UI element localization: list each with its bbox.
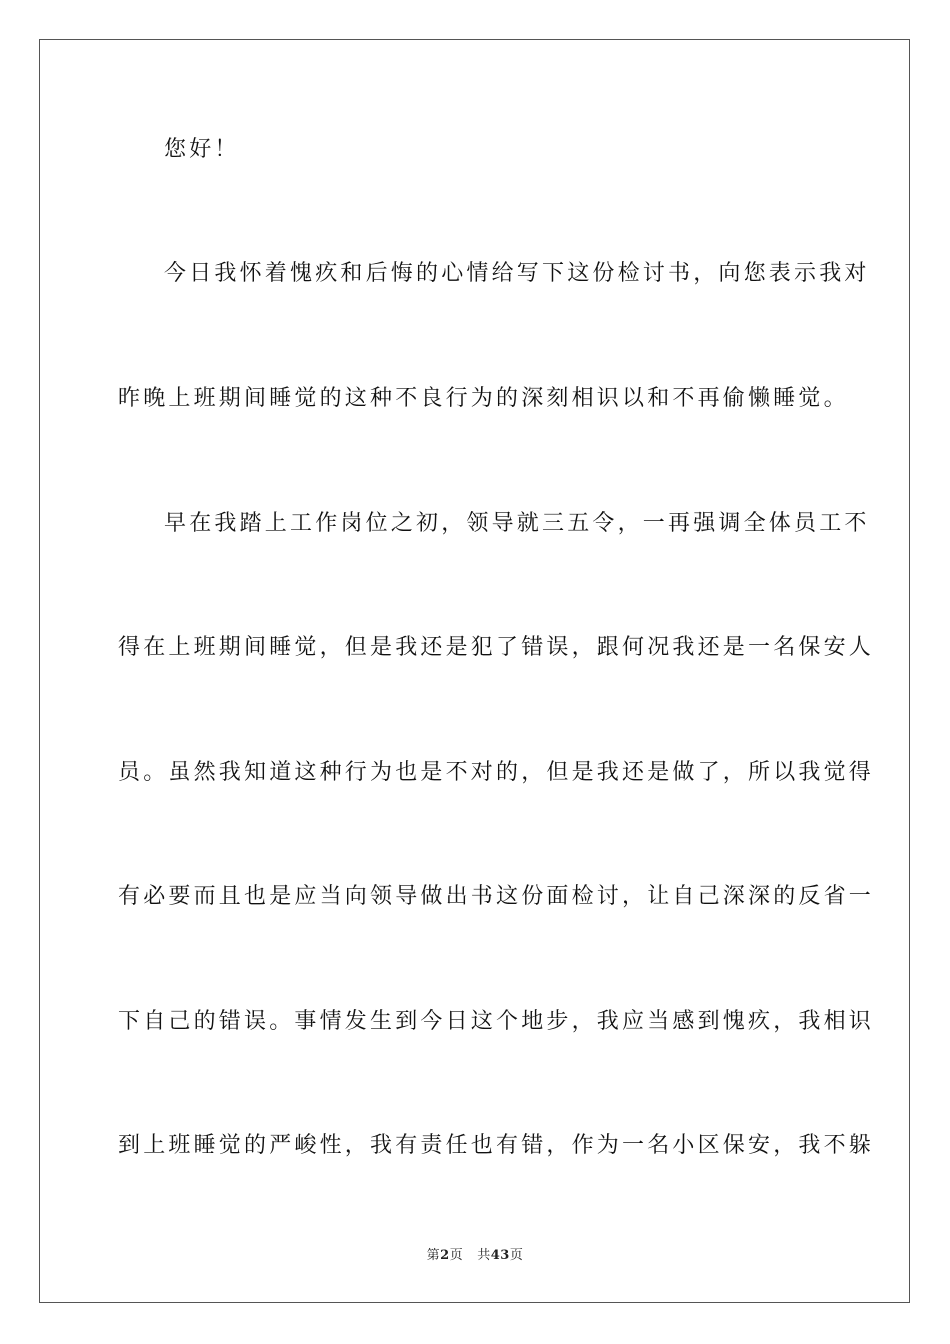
paragraph-2-line-6: 到上班睡觉的严峻性，我有责任也有错，作为一名小区保安，我不躲: [118, 1133, 875, 1158]
current-page-number: 2: [440, 1248, 450, 1263]
paragraph-1-line-2: 昨晚上班期间睡觉的这种不良行为的深刻相识以和不再偷懒睡觉。: [118, 386, 849, 411]
paragraph-2-line-5: 下自己的错误。事情发生到今日这个地步，我应当感到愧疚，我相识: [118, 1009, 875, 1034]
page-border: [39, 39, 910, 1303]
paragraph-2-line-3: 员。虽然我知道这种行为也是不对的，但是我还是做了，所以我觉得: [118, 760, 875, 785]
total-page-number: 43: [490, 1248, 510, 1263]
page-prefix: 第: [426, 1248, 441, 1263]
paragraph-2-line-1: 早在我踏上工作岗位之初，领导就三五令，一再强调全体员工不: [164, 511, 870, 536]
page-footer: [0, 1247, 950, 1265]
total-prefix: 共: [477, 1248, 491, 1263]
total-suffix: 页: [509, 1248, 524, 1263]
paragraph-2-line-2: 得在上班期间睡觉，但是我还是犯了错误，跟何况我还是一名保安人: [118, 635, 875, 660]
page-suffix: 页: [449, 1248, 464, 1263]
paragraph-1-line-1: 今日我怀着愧疚和后悔的心情给写下这份检讨书，向您表示我对: [164, 261, 870, 286]
salutation-line: 您好！: [164, 137, 240, 162]
paragraph-2-line-4: 有必要而且也是应当向领导做出书这份面检讨，让自己深深的反省一: [118, 884, 875, 909]
